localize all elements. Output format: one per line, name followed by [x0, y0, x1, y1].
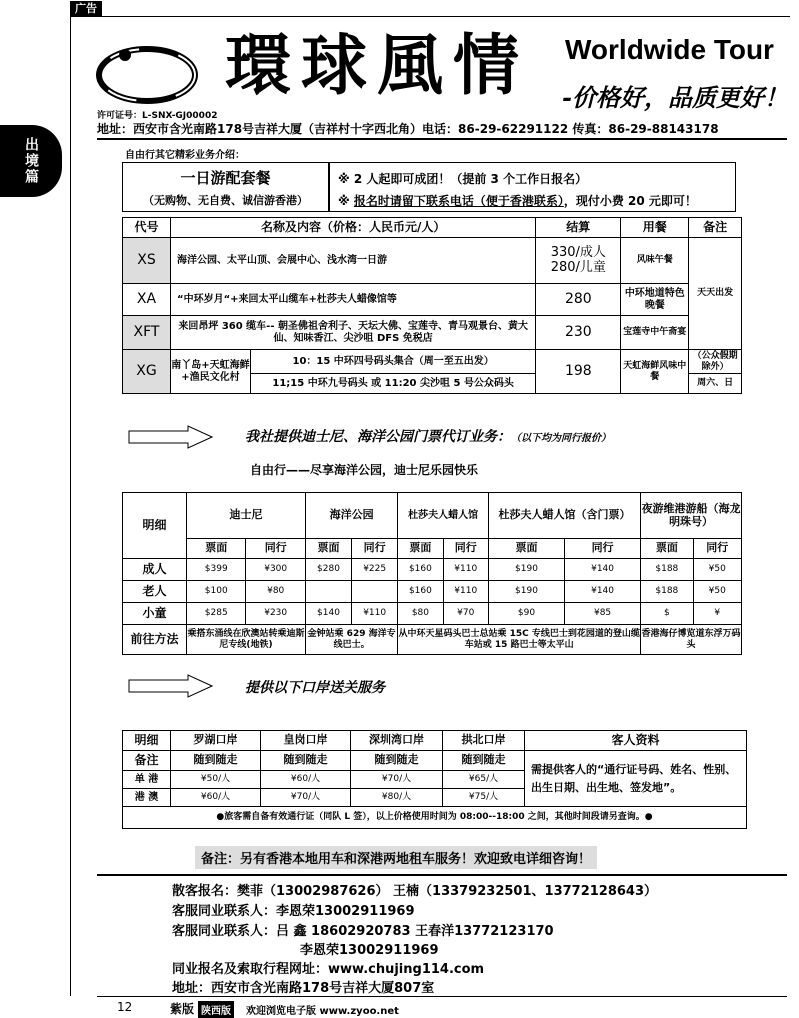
- note2-prefix: ※: [338, 194, 354, 208]
- th-content: 名称及内容（价格：人民币元/人）: [171, 218, 536, 238]
- cell: $190: [488, 581, 564, 603]
- package-note2: [338, 192, 697, 209]
- ticket-label: 明细: [123, 493, 187, 559]
- cell: ¥70: [443, 603, 488, 625]
- ticket-table: [122, 492, 742, 655]
- cell: ¥80/人: [351, 789, 443, 807]
- th-price: 结算: [536, 218, 621, 238]
- venue-tussauds: 杜莎夫人蜡人馆: [398, 493, 489, 539]
- route-cell: 乘搭东涌线在欣澳站转乘迪斯尼专线(地铁): [187, 625, 306, 655]
- code-cell: XFT: [123, 316, 171, 350]
- cell: $100: [187, 581, 246, 603]
- ad-tag: 广告: [70, 1, 102, 16]
- banner2: 提供以下口岸送关服务: [245, 680, 385, 696]
- remark-val: 随到随走: [261, 751, 351, 771]
- venue-cruise: 夜游维港游船（海龙明珠号）: [641, 493, 742, 539]
- intro: 自由行其它精彩业务介绍：: [125, 150, 245, 161]
- th-code: 代号: [123, 218, 171, 238]
- route-cell: 从中环天星码头巴士总站乘 15C 专线巴士到花园道的登山缆车站或 15 路巴士等太平山: [398, 625, 641, 655]
- banner1-main: 我社提供迪士尼、海洋公园门票代订业务：: [245, 429, 511, 445]
- remark-val: 随到随走: [443, 751, 525, 771]
- port: 拱北口岸: [443, 731, 525, 751]
- table-row: [123, 238, 742, 284]
- price-cell: 280: [536, 284, 621, 316]
- cell: ¥80: [246, 581, 305, 603]
- cell: ¥50/人: [171, 771, 261, 789]
- cell: ¥60/人: [261, 771, 351, 789]
- cell: $399: [187, 559, 246, 581]
- website-line: 同业报名及索取行程网址：www.chujing114.com: [172, 962, 485, 977]
- sub-trade: 同行: [565, 539, 641, 559]
- sub-trade: 同行: [443, 539, 488, 559]
- contact-address: 地址：西安市含光南路178号吉祥大厦807室: [172, 981, 435, 996]
- cell: ¥110: [443, 581, 488, 603]
- route-label: 前往方法: [123, 625, 187, 655]
- brand-title: 環球風情: [225, 27, 529, 104]
- table-row: [123, 603, 742, 625]
- code-cell: XA: [123, 284, 171, 316]
- cell: ¥110: [352, 603, 398, 625]
- row-label: 老人: [123, 581, 187, 603]
- contact-line: 散客报名：樊菲（13002987626） 王楠（13379232501、13772128643）: [172, 884, 658, 899]
- cell: ¥85: [565, 603, 641, 625]
- license: 许可证号：L-SNX-GJ00002: [97, 111, 218, 121]
- meal-cell: 中环地道特色晚餐: [621, 284, 689, 316]
- cell: $160: [398, 559, 443, 581]
- sub-trade: 同行: [693, 539, 741, 559]
- cell: $188: [641, 581, 693, 603]
- package-note1: ※ 2 人起即可成团！（提前 3 个工作日报名）: [338, 172, 588, 186]
- footer-rule: [97, 996, 787, 997]
- meal-cell: 天虹海鲜风味中餐: [621, 350, 689, 394]
- cell: ¥140: [565, 581, 641, 603]
- th-meal: 用餐: [621, 218, 689, 238]
- border-label: 明细: [123, 731, 171, 751]
- footer-text: 欢迎浏览电子版 www.zyoo.net: [246, 1006, 399, 1017]
- note2-suffix: ，现付小费 20 元即可！: [563, 194, 697, 208]
- cell: $80: [398, 603, 443, 625]
- th-remark: 备注: [689, 218, 742, 238]
- remark-weekend: 周六、日: [689, 374, 742, 394]
- arrow-right-icon: [128, 674, 213, 698]
- table-row: [123, 284, 742, 316]
- meal-cell: 风味午餐: [621, 238, 689, 284]
- content-cell: 南丫岛+天虹海鲜+渔民文化村: [171, 350, 251, 394]
- cell: ¥65/人: [443, 771, 525, 789]
- banner1-sub: （以下均为同行报价）: [511, 433, 611, 444]
- free-line: 自由行——尽享海洋公园，迪士尼乐园快乐: [250, 463, 479, 477]
- cell: ¥70/人: [261, 789, 351, 807]
- table-row: [123, 581, 742, 603]
- cell: $160: [398, 581, 443, 603]
- route-cell: 金钟站乘 629 海洋专线巴士。: [305, 625, 397, 655]
- table-row: [123, 350, 742, 374]
- cell: ¥: [693, 603, 741, 625]
- cell: ¥110: [443, 559, 488, 581]
- cell: $280: [305, 559, 351, 581]
- top-rule: [70, 16, 790, 17]
- cell: ¥230: [246, 603, 305, 625]
- border-table: [122, 730, 747, 829]
- package-title: 一日游配套餐: [180, 169, 271, 187]
- footer-logo: 陕西版: [198, 1001, 234, 1018]
- cell: ¥60/人: [171, 789, 261, 807]
- content-cell: 11;15 中环九号码头 或 11:20 尖沙咀 5 号公众码头: [251, 374, 536, 394]
- footer-section: 紫版: [170, 1002, 195, 1016]
- sub-trade: 同行: [246, 539, 305, 559]
- remark-daily: 天天出发: [689, 238, 742, 350]
- price-cell: 330/成人 280/儿童: [536, 238, 621, 284]
- row-label: 成人: [123, 559, 187, 581]
- cell: ¥50: [693, 581, 741, 603]
- port: 深圳湾口岸: [351, 731, 443, 751]
- cell: [305, 581, 351, 603]
- code-cell: XG: [123, 350, 171, 394]
- brand-slogan: -价格好，品质更好！: [562, 83, 788, 112]
- code-cell: XS: [123, 238, 171, 284]
- cell: $285: [187, 603, 246, 625]
- port: 皇岗口岸: [261, 731, 351, 751]
- price-cell: 198: [536, 350, 621, 394]
- globe-logo-icon: [95, 35, 205, 110]
- cell: $190: [488, 559, 564, 581]
- note: 备注：另有香港本地用车和深港两地租车服务！欢迎致电详细咨询！: [195, 846, 597, 869]
- cell: $90: [488, 603, 564, 625]
- cell: ¥225: [352, 559, 398, 581]
- cell: $140: [305, 603, 351, 625]
- route-cell: 香港海仔博览道东浮万码头: [641, 625, 742, 655]
- table-row: [123, 316, 742, 350]
- venue-tussauds-full: 杜莎夫人蜡人馆（含门票）: [488, 493, 640, 539]
- venue-disney: 迪士尼: [187, 493, 306, 539]
- cell: ¥50: [693, 559, 741, 581]
- package-subtitle: （无购物、无自费、诚信游香港）: [143, 194, 308, 207]
- remark-val: 随到随走: [171, 751, 261, 771]
- row-label: 港 澳: [123, 789, 171, 807]
- cell: ¥70/人: [351, 771, 443, 789]
- sub-face: 票面: [641, 539, 693, 559]
- client-info: 需提供客人的“通行证号码、姓名、性别、出生日期、出生地、签发地”。: [525, 751, 747, 807]
- cell: ¥300: [246, 559, 305, 581]
- content-cell: 来回昂坪 360 缆车-- 朝圣佛祖舍利子、天坛大佛、宝莲寺、青马观景台、黄大仙、知味香江、尖沙咀 DFS 免税店: [171, 316, 536, 350]
- sub-face: 票面: [488, 539, 564, 559]
- tour-table: [122, 217, 742, 394]
- brand-en: Worldwide Tour: [565, 34, 774, 65]
- contact-line: 客服同业联系人：吕 鑫 18602920783 王春洋13772123170: [172, 924, 554, 939]
- banner1: [245, 426, 611, 446]
- contacts-rule: [97, 874, 787, 876]
- meal-cell: 宝莲寺中午斋宴: [621, 316, 689, 350]
- cell: $188: [641, 559, 693, 581]
- client-header: 客人资料: [525, 731, 747, 751]
- remark-holiday: （公众假期除外）: [689, 350, 742, 374]
- arrow-right-icon: [128, 425, 213, 449]
- sub-face: 票面: [398, 539, 443, 559]
- page-number: 12: [117, 1000, 133, 1014]
- venue-ocean: 海洋公园: [305, 493, 397, 539]
- cell: ¥75/人: [443, 789, 525, 807]
- remark-val: 随到随走: [351, 751, 443, 771]
- side-tab: 出境篇: [0, 125, 62, 197]
- table-row: [123, 625, 742, 655]
- content-cell: “中环岁月“+来回太平山缆车+杜莎夫人蜡像馆等: [171, 284, 536, 316]
- sub-trade: 同行: [352, 539, 398, 559]
- sub-face: 票面: [305, 539, 351, 559]
- remark-label: 备注: [123, 751, 171, 771]
- row-label: 单 港: [123, 771, 171, 789]
- content-cell: 海洋公园、太平山顶、会展中心、浅水湾一日游: [171, 238, 536, 284]
- price-cell: 230: [536, 316, 621, 350]
- content-cell: 10：15 中环四号码头集合（周一至五出发）: [251, 350, 536, 374]
- left-rule: [70, 16, 71, 996]
- sub-face: 票面: [187, 539, 246, 559]
- border-footnote: ●旅客需自备有效通行证（同队 L 签），以上价格使用时间为 08:00--18:00 之间，其他时间段请另查询。●: [123, 807, 747, 829]
- row-label: 小童: [123, 603, 187, 625]
- port: 罗湖口岸: [171, 731, 261, 751]
- contact-line: 客服同业联系人：李恩荣13002911969: [172, 904, 415, 919]
- table-row: [123, 559, 742, 581]
- header-rule: [97, 138, 787, 140]
- note2-underlined: 报名时请留下联系电话（便于香港联系）: [353, 194, 564, 208]
- cell: $: [641, 603, 693, 625]
- cell: [352, 581, 398, 603]
- address-line: 地址：西安市含光南路178号吉祥大厦（吉祥村十字西北角）电话：86-29-62291122 传真：86-29-88143178: [97, 122, 719, 136]
- cell: ¥140: [565, 559, 641, 581]
- contact-line: 李恩荣13002911969: [300, 943, 439, 958]
